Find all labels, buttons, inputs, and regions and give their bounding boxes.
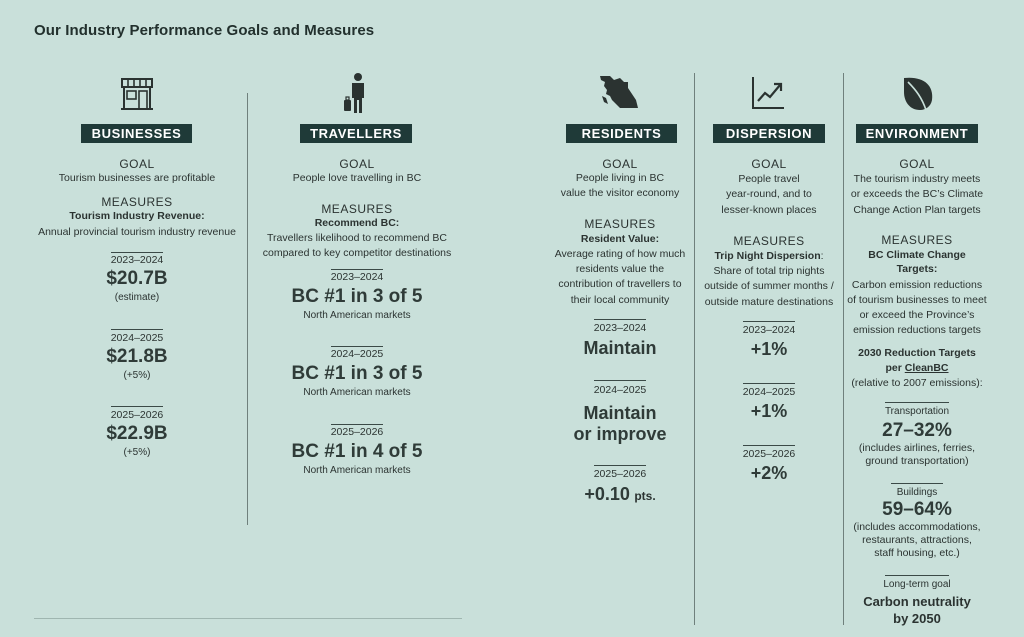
residents-column <box>546 0 694 637</box>
reduction-subtitle: (relative to 2007 emissions): <box>851 377 983 389</box>
target-value: +2% <box>750 463 788 483</box>
divider-rule <box>885 402 949 403</box>
goal-text: or exceeds the BC’s Climate <box>850 188 984 200</box>
target-year: 2023–2024 <box>593 322 647 334</box>
measure-name-text: Trip Night Dispersion <box>714 250 821 262</box>
measure-desc: Carbon emission reductions <box>851 279 983 291</box>
target-year: 2023–2024 <box>110 254 164 266</box>
divider-rule <box>331 269 383 270</box>
measures-label: MEASURES <box>733 234 805 248</box>
target-value: BC #1 in 3 of 5 <box>291 363 423 384</box>
target-note: (estimate) <box>114 292 160 303</box>
divider-rule <box>594 465 646 466</box>
target-year: 2024–2025 <box>593 384 647 396</box>
measure-desc: outside of summer months / <box>704 280 834 292</box>
measure-desc: or exceed the Province’s <box>859 309 975 321</box>
measure-name: Resident Value: <box>580 233 660 245</box>
measure-name <box>697 249 841 265</box>
goal-text: People living in BC <box>575 172 665 184</box>
divider-rule <box>331 346 383 347</box>
goal-text: The tourism industry meets <box>853 173 981 185</box>
environment-column <box>845 0 989 637</box>
target-value: $21.8B <box>106 346 168 367</box>
column-divider <box>247 93 248 525</box>
cleanbc-link[interactable]: CleanBC <box>904 362 949 374</box>
leaf-icon <box>900 74 936 112</box>
goal-text: Change Action Plan targets <box>853 204 981 216</box>
goal-text: value the visitor economy <box>560 187 680 199</box>
target-value: +1% <box>750 401 788 421</box>
trend-chart-icon <box>750 75 786 111</box>
target-label: Buildings <box>896 487 938 498</box>
goal-text: People love travelling in BC <box>292 172 422 184</box>
target-note: (+5%) <box>123 447 151 458</box>
goal-text: year-round, and to <box>726 188 812 200</box>
target-year: 2025–2026 <box>742 448 796 460</box>
storefront-icon <box>119 76 155 112</box>
measure-desc: Share of total trip nights <box>713 265 825 277</box>
measure-name: Recommend BC: <box>314 217 400 229</box>
dispersion-banner: DISPERSION <box>713 124 825 143</box>
target-year: 2025–2026 <box>593 468 647 480</box>
measure-desc: contribution of travellers to <box>558 278 682 290</box>
target-year: 2023–2024 <box>742 324 796 336</box>
target-year: 2025–2026 <box>330 426 384 438</box>
travellers-banner: TRAVELLERS <box>300 124 412 143</box>
target-value: BC #1 in 4 of 5 <box>291 441 423 462</box>
measure-desc: Annual provincial tourism industry revenue <box>38 226 236 238</box>
target-value: $22.9B <box>106 423 168 444</box>
traveller-with-luggage-icon <box>343 72 369 114</box>
target-note: (includes airlines, ferries, <box>858 442 976 454</box>
target-note: restaurants, attractions, <box>862 534 972 546</box>
target-year: 2024–2025 <box>110 332 164 344</box>
divider-rule <box>885 575 949 576</box>
target-value <box>546 484 694 505</box>
long-term-goal: by 2050 <box>893 611 941 626</box>
column-divider <box>694 73 695 625</box>
measure-desc: emission reductions targets <box>853 324 981 336</box>
measure-desc: of tourism businesses to meet <box>847 294 987 306</box>
long-term-goal: Carbon neutrality <box>863 594 971 609</box>
measures-label: MEASURES <box>881 233 953 247</box>
target-note: North American markets <box>303 310 411 321</box>
divider-rule <box>743 321 795 322</box>
divider-rule <box>743 383 795 384</box>
target-label: Transportation <box>884 406 950 417</box>
long-term-label: Long-term goal <box>883 579 951 590</box>
measure-name: BC Climate Change <box>868 249 966 261</box>
reduction-title: 2030 Reduction Targets <box>858 347 976 359</box>
divider-rule <box>594 319 646 320</box>
businesses-column <box>30 0 244 637</box>
divider-rule <box>111 329 163 330</box>
target-year: 2024–2025 <box>742 386 796 398</box>
measures-label: MEASURES <box>101 195 173 209</box>
goal-label: GOAL <box>751 157 787 171</box>
divider-rule <box>743 445 795 446</box>
target-value: +1% <box>750 339 788 359</box>
measure-desc: compared to key competitor destinations <box>262 247 452 259</box>
divider-rule <box>594 380 646 381</box>
measure-desc: their local community <box>570 294 670 306</box>
measure-name: Targets: <box>896 263 938 275</box>
measures-label: MEASURES <box>321 202 393 216</box>
target-value-number: +0.10 <box>584 484 630 504</box>
target-value: or improve <box>573 424 667 444</box>
goal-label: GOAL <box>899 157 935 171</box>
environment-banner: ENVIRONMENT <box>856 124 978 143</box>
divider-rule <box>331 424 383 425</box>
measures-label: MEASURES <box>584 217 656 231</box>
target-note: North American markets <box>303 387 411 398</box>
target-value: 27–32% <box>882 420 952 441</box>
target-year: 2025–2026 <box>110 409 164 421</box>
target-year: 2023–2024 <box>330 271 384 283</box>
target-value: Maintain <box>583 403 657 423</box>
businesses-banner: BUSINESSES <box>81 124 192 143</box>
target-note: ground transportation) <box>865 455 969 467</box>
goal-label: GOAL <box>602 157 638 171</box>
goal-text: Tourism businesses are profitable <box>58 172 216 184</box>
divider-rule <box>111 252 163 253</box>
target-value: BC #1 in 3 of 5 <box>291 286 423 307</box>
target-note: North American markets <box>303 465 411 476</box>
target-note: (includes accommodations, <box>853 521 981 533</box>
page-title: Our Industry Performance Goals and Measures <box>34 22 375 39</box>
divider-rule <box>111 406 163 407</box>
target-note: staff housing, etc.) <box>874 547 960 559</box>
goal-text: lesser-known places <box>721 204 817 216</box>
measure-name-colon: : <box>820 250 824 262</box>
reduction-title-prefix: per <box>885 362 905 374</box>
goal-text: People travel <box>738 173 800 185</box>
goal-label: GOAL <box>339 157 375 171</box>
measure-desc: residents value the <box>575 263 665 275</box>
column-divider <box>843 73 844 625</box>
divider-rule <box>891 483 943 484</box>
measure-name: Tourism Industry Revenue: <box>69 210 205 222</box>
residents-banner: RESIDENTS <box>566 124 677 143</box>
travellers-column <box>250 0 464 637</box>
measure-desc: outside mature destinations <box>704 296 834 308</box>
reduction-title <box>845 361 989 377</box>
target-note: (+5%) <box>123 370 151 381</box>
measure-desc: Average rating of how much <box>554 248 686 260</box>
goal-label: GOAL <box>119 157 155 171</box>
target-value: 59–64% <box>882 499 952 520</box>
target-value: $20.7B <box>106 268 168 289</box>
dispersion-column <box>697 0 841 637</box>
measure-desc: Travellers likelihood to recommend BC <box>267 232 447 244</box>
target-value: Maintain <box>583 338 657 358</box>
target-year: 2024–2025 <box>330 348 384 360</box>
target-value-unit: pts. <box>634 489 656 503</box>
bc-map-icon <box>598 74 640 110</box>
